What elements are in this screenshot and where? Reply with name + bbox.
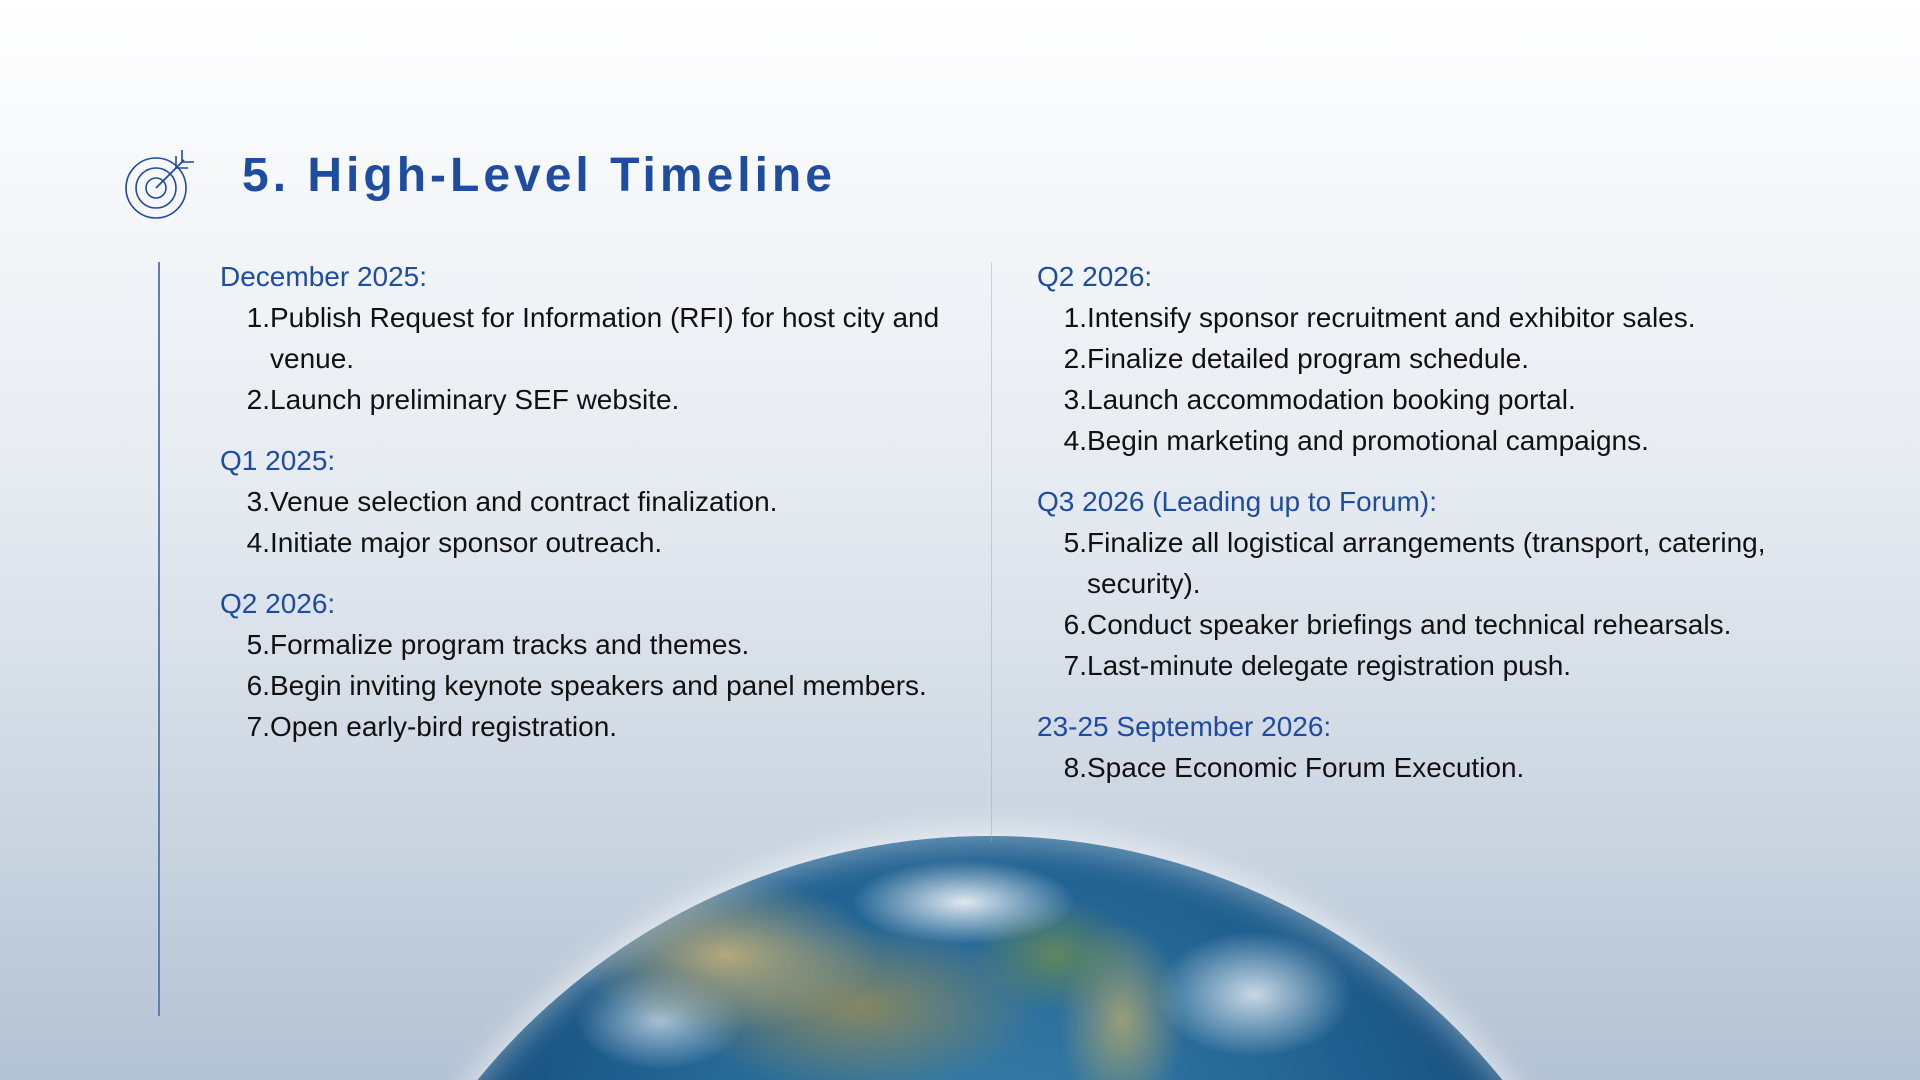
item-text: Initiate major sponsor outreach. xyxy=(270,527,663,558)
list-item xyxy=(1037,420,1837,461)
list-item xyxy=(1037,645,1837,686)
item-number: 6. xyxy=(1063,609,1087,640)
section-heading: Q3 2026 (Leading up to Forum): xyxy=(1037,486,1438,517)
item-text: Launch accommodation booking portal. xyxy=(1087,384,1576,415)
milestone-list xyxy=(220,481,990,563)
item-text: Finalize detailed program schedule. xyxy=(1087,343,1530,374)
section-heading: Q2 2026: xyxy=(1037,261,1153,292)
item-number: 6. xyxy=(246,670,270,701)
list-item xyxy=(220,665,990,706)
milestone-list xyxy=(1037,522,1837,686)
item-number: 1. xyxy=(246,302,270,333)
section-heading: 23-25 September 2026: xyxy=(1037,711,1332,742)
item-text: Begin marketing and promotional campaigns. xyxy=(1087,425,1649,456)
item-number: 4. xyxy=(1063,425,1087,456)
list-item xyxy=(1037,522,1837,604)
list-item xyxy=(220,481,990,522)
target-icon xyxy=(124,146,198,220)
timeline-section xyxy=(1037,256,1837,461)
earth-globe-image xyxy=(330,836,1650,1080)
item-text: Publish Request for Information (RFI) for host city and venue. xyxy=(270,302,940,374)
section-heading: Q1 2025: xyxy=(220,445,336,476)
item-text: Space Economic Forum Execution. xyxy=(1087,752,1525,783)
timeline-section xyxy=(220,440,990,563)
item-number: 5. xyxy=(1063,527,1087,558)
section-heading: December 2025: xyxy=(220,261,428,292)
item-number: 1. xyxy=(1063,302,1087,333)
timeline-section xyxy=(220,256,990,420)
left-timeline-column xyxy=(220,256,990,767)
list-item xyxy=(1037,379,1837,420)
milestone-list xyxy=(220,297,990,420)
item-text: Intensify sponsor recruitment and exhibitor sales. xyxy=(1087,302,1696,333)
list-item xyxy=(1037,604,1837,645)
item-number: 7. xyxy=(1063,650,1087,681)
list-item xyxy=(1037,338,1837,379)
item-number: 8. xyxy=(1063,752,1087,783)
list-item xyxy=(220,624,990,665)
list-item xyxy=(1037,747,1837,788)
item-text: Finalize all logistical arrangements (transport, catering, security). xyxy=(1087,527,1766,599)
item-text: Launch preliminary SEF website. xyxy=(270,384,680,415)
item-text: Begin inviting keynote speakers and panel members. xyxy=(270,670,927,701)
item-text: Open early-bird registration. xyxy=(270,711,618,742)
item-number: 7. xyxy=(246,711,270,742)
right-timeline-column xyxy=(1037,256,1837,808)
page-title: 5. High-Level Timeline xyxy=(242,149,836,202)
milestone-list xyxy=(220,624,990,747)
list-item xyxy=(220,297,990,379)
timeline-section xyxy=(220,583,990,747)
milestone-list xyxy=(1037,297,1837,461)
item-number: 4. xyxy=(246,527,270,558)
list-item xyxy=(220,522,990,563)
item-text: Venue selection and contract finalization. xyxy=(270,486,778,517)
item-text: Last-minute delegate registration push. xyxy=(1087,650,1572,681)
milestone-list xyxy=(1037,747,1837,788)
timeline-section xyxy=(1037,481,1837,686)
item-text: Formalize program tracks and themes. xyxy=(270,629,750,660)
item-number: 2. xyxy=(1063,343,1087,374)
item-number: 5. xyxy=(246,629,270,660)
list-item xyxy=(1037,297,1837,338)
item-number: 3. xyxy=(1063,384,1087,415)
list-item xyxy=(220,706,990,747)
column-divider xyxy=(991,262,992,842)
timeline-section xyxy=(1037,706,1837,788)
list-item xyxy=(220,379,990,420)
left-accent-line xyxy=(158,262,160,1016)
item-number: 3. xyxy=(246,486,270,517)
section-heading: Q2 2026: xyxy=(220,588,336,619)
item-text: Conduct speaker briefings and technical rehearsals. xyxy=(1087,609,1732,640)
item-number: 2. xyxy=(246,384,270,415)
